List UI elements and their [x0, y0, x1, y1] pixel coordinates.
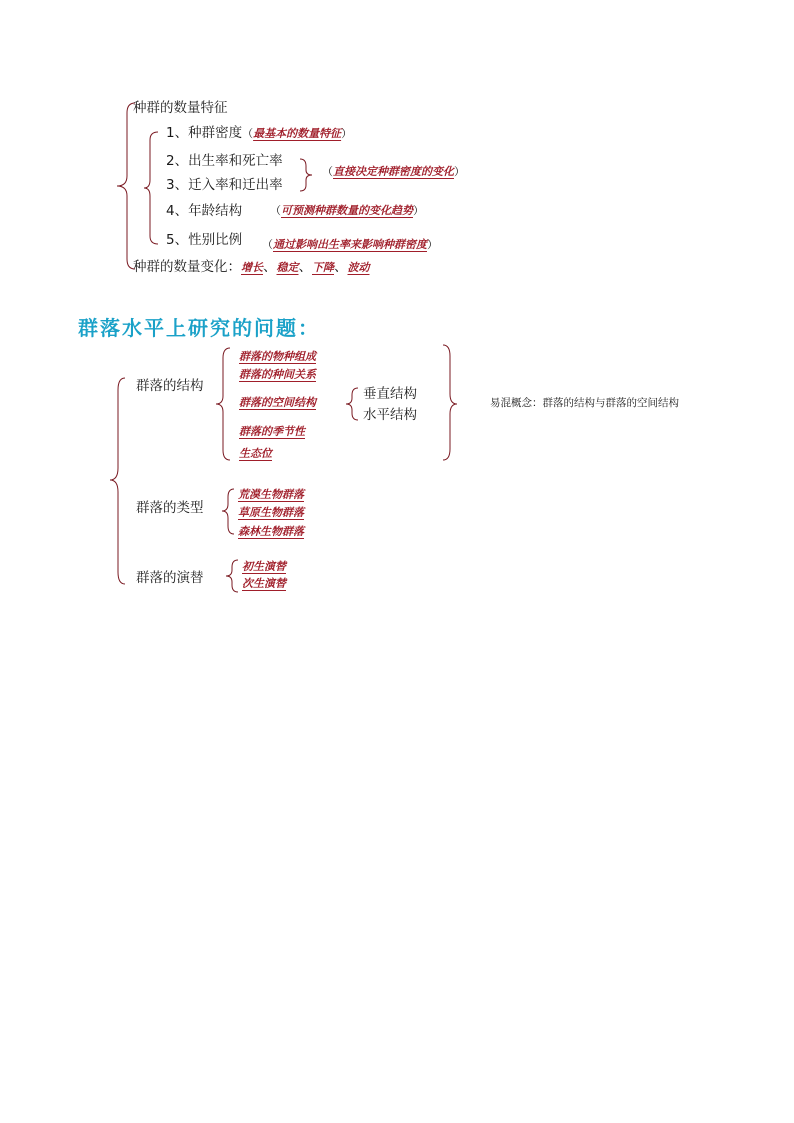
population-item-4: 4、年龄结构 — [166, 203, 243, 219]
structure-item-2: 群落的种间关系 — [239, 368, 316, 381]
population-item-2: 2、出生率和死亡率 — [166, 153, 283, 169]
answer-age: 可预测种群数量的变化趋势 — [281, 204, 413, 217]
population-item-5: 5、性别比例 — [166, 232, 243, 248]
rates-note: （直接决定种群密度的变化） — [322, 165, 465, 178]
population-item-1: 1、种群密度（最基本的数量特征） — [166, 125, 353, 141]
spatial-vertical: 垂直结构 — [363, 386, 417, 402]
population-item-3: 3、迁入率和迁出率 — [166, 177, 283, 193]
spatial-brace — [346, 388, 358, 420]
community-main-brace — [110, 378, 125, 584]
types-brace — [222, 489, 234, 534]
answer-density: 最基本的数量特征 — [253, 127, 342, 140]
change-1: 增长 — [241, 261, 263, 274]
change-4: 波动 — [347, 261, 370, 274]
structure-item-4: 群落的季节性 — [239, 425, 305, 438]
population-title: 种群的数量特征 — [133, 100, 228, 116]
succession-item-2: 次生演替 — [242, 577, 286, 590]
community-heading: 群落水平上研究的问题： — [78, 316, 320, 340]
types-item-2: 草原生物群落 — [238, 506, 304, 519]
age-note: （可预测种群数量的变化趋势） — [270, 204, 424, 217]
structure-label: 群落的结构 — [136, 378, 204, 394]
structure-left-brace — [216, 348, 230, 460]
types-item-1: 荒漠生物群落 — [238, 488, 304, 501]
structure-item-5: 生态位 — [239, 447, 272, 460]
succession-brace — [226, 560, 238, 592]
types-item-3: 森林生物群落 — [238, 525, 304, 538]
change-2: 稳定 — [276, 261, 299, 274]
structure-item-3: 群落的空间结构 — [239, 396, 316, 409]
answer-sex: 通过影响出生率来影响种群密度 — [273, 238, 427, 251]
change-3: 下降 — [312, 261, 334, 274]
answer-rates: 直接决定种群密度的变化 — [333, 165, 454, 178]
population-items-brace — [144, 132, 158, 244]
confusing-concept-note: 易混概念：群落的结构与群落的空间结构 — [490, 397, 679, 409]
succession-item-1: 初生演替 — [242, 560, 286, 573]
structure-right-brace — [443, 345, 457, 460]
rates-brace — [300, 159, 312, 191]
spatial-horizontal: 水平结构 — [363, 407, 417, 423]
types-label: 群落的类型 — [136, 500, 204, 516]
population-change: 种群的数量变化：增长、稳定、下降、波动 — [133, 259, 370, 275]
succession-label: 群落的演替 — [136, 570, 204, 586]
sex-note: （通过影响出生率来影响种群密度） — [262, 238, 438, 251]
population-main-brace — [117, 103, 135, 269]
structure-item-1: 群落的物种组成 — [239, 350, 316, 363]
